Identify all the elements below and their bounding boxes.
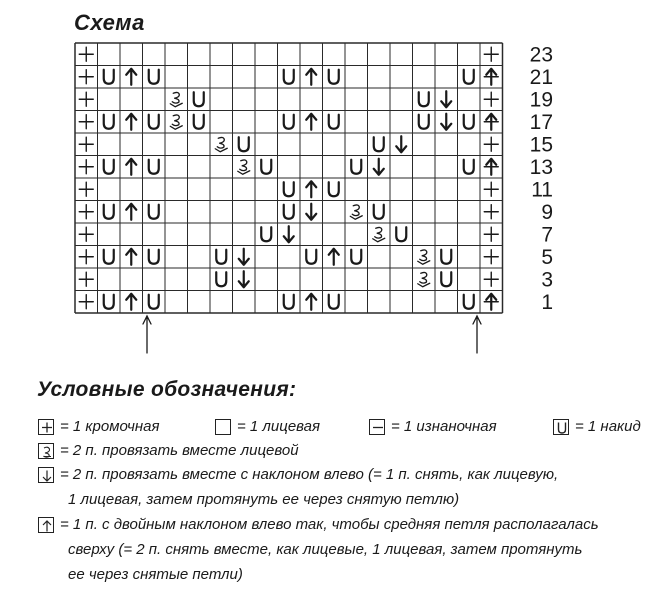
edge-stitch-mark bbox=[79, 272, 93, 286]
row-number-label: 1 bbox=[541, 290, 553, 314]
yarn-over-mark bbox=[149, 70, 159, 84]
legend-knit: = 1 лицевая bbox=[237, 418, 321, 435]
cdd-icon bbox=[38, 517, 54, 533]
ssk-arrow-down-mark bbox=[284, 226, 294, 242]
legend-yo: = 1 накид bbox=[575, 418, 641, 435]
yarn-over-mark bbox=[104, 160, 114, 174]
yarn-over-mark bbox=[261, 160, 271, 174]
edge-stitch-mark bbox=[484, 250, 498, 264]
yarn-over-mark bbox=[149, 250, 159, 264]
edge-stitch-mark bbox=[79, 160, 93, 174]
ssk-arrow-down-mark bbox=[374, 159, 384, 175]
ssk-arrow-down-mark bbox=[396, 136, 406, 152]
yarn-over-mark bbox=[374, 205, 384, 219]
k2tog-mark bbox=[418, 272, 430, 286]
cdd-arrow-up-mark bbox=[126, 204, 136, 220]
yarn-over-mark bbox=[216, 250, 226, 264]
cdd-arrow-up-mark bbox=[126, 249, 136, 265]
yarn-over-mark bbox=[284, 115, 294, 129]
k2tog-mark bbox=[170, 115, 182, 129]
row-number-label: 21 bbox=[529, 65, 553, 89]
yarn-over-mark bbox=[329, 115, 339, 129]
row-number-label: 23 bbox=[529, 43, 553, 67]
row-number-label: 19 bbox=[529, 88, 553, 112]
cdd-arrow-up-mark bbox=[126, 114, 136, 130]
yarn-over-mark bbox=[329, 295, 339, 309]
edge-stitch-mark bbox=[484, 70, 498, 84]
k2tog-mark bbox=[215, 137, 227, 151]
yarn-over-mark bbox=[396, 227, 406, 241]
knit-stitch-icon bbox=[215, 419, 231, 435]
row-number-label: 11 bbox=[531, 178, 553, 202]
yarn-over-mark bbox=[464, 70, 474, 84]
ssk-arrow-down-mark bbox=[441, 91, 451, 107]
legend-k2tog: = 2 п. провязать вместе лицевой bbox=[60, 442, 299, 459]
repeat-marker-arrow bbox=[473, 316, 481, 353]
yarn-over-mark bbox=[239, 137, 249, 151]
legend-purl: = 1 изнаночная bbox=[391, 418, 497, 435]
yarn-over-mark bbox=[374, 137, 384, 151]
yarn-over-mark bbox=[464, 160, 474, 174]
k2tog-mark bbox=[238, 160, 250, 174]
yarn-over-mark bbox=[351, 160, 361, 174]
repeat-marker-arrow bbox=[143, 316, 151, 353]
row-number-label: 17 bbox=[529, 110, 553, 134]
edge-stitch-mark bbox=[484, 92, 498, 106]
legend-title: Условные обозначения: bbox=[37, 378, 297, 401]
row-number-label: 3 bbox=[541, 268, 553, 292]
row-number-label: 9 bbox=[541, 200, 553, 224]
edge-stitch-mark bbox=[79, 70, 93, 84]
yarn-over-mark bbox=[149, 205, 159, 219]
k2tog-icon bbox=[38, 443, 54, 459]
k2tog-mark bbox=[418, 250, 430, 264]
k2tog-mark bbox=[373, 227, 385, 241]
chart-title: Схема bbox=[74, 10, 145, 35]
yarn-over-mark bbox=[464, 295, 474, 309]
edge-stitch-mark bbox=[484, 182, 498, 196]
legend-cdd-line2: сверху (= 2 п. снять вместе, как лицевые, 1 лицевая, затем протянуть bbox=[68, 541, 583, 558]
yarn-over-mark bbox=[216, 272, 226, 286]
yarn-over-mark bbox=[104, 250, 114, 264]
yarn-over-mark bbox=[194, 115, 204, 129]
edge-stitch-mark bbox=[484, 272, 498, 286]
yarn-over-mark bbox=[149, 160, 159, 174]
yarn-over-mark bbox=[329, 70, 339, 84]
edge-stitch-mark bbox=[484, 160, 498, 174]
edge-stitch-mark bbox=[79, 250, 93, 264]
yarn-over-mark bbox=[261, 227, 271, 241]
yarn-over-mark bbox=[104, 115, 114, 129]
yarn-over-mark bbox=[104, 205, 114, 219]
yarn-over-mark bbox=[104, 295, 114, 309]
legend-ssk-line2: 1 лицевая, затем протянуть ее через снятую петлю) bbox=[68, 491, 460, 508]
ssk-arrow-down-mark bbox=[239, 249, 249, 265]
yarn-over-mark bbox=[329, 182, 339, 196]
row-number-label: 13 bbox=[529, 155, 553, 179]
cdd-arrow-up-mark bbox=[306, 69, 316, 85]
edge-stitch-mark bbox=[484, 295, 498, 309]
yarn-over-mark bbox=[149, 295, 159, 309]
ssk-arrow-down-mark bbox=[306, 204, 316, 220]
row-number-label: 7 bbox=[541, 223, 553, 247]
edge-stitch-mark bbox=[79, 137, 93, 151]
yarn-over-mark bbox=[284, 295, 294, 309]
yarn-over-mark bbox=[284, 70, 294, 84]
legend-cdd-line3: ее через снятые петли) bbox=[68, 566, 243, 583]
edge-stitch-mark bbox=[79, 115, 93, 129]
yarn-over-mark bbox=[441, 250, 451, 264]
ssk-arrow-down-mark bbox=[239, 271, 249, 287]
row-number-label: 5 bbox=[541, 245, 553, 269]
edge-stitch-mark bbox=[79, 47, 93, 61]
yarn-over-mark bbox=[104, 70, 114, 84]
ssk-icon bbox=[38, 467, 54, 483]
row-number-label: 15 bbox=[529, 133, 553, 157]
cdd-arrow-up-mark bbox=[306, 114, 316, 130]
k2tog-mark bbox=[350, 205, 362, 219]
yarn-over-mark bbox=[419, 92, 429, 106]
cdd-arrow-up-mark bbox=[329, 249, 339, 265]
edge-stitch-mark bbox=[484, 115, 498, 129]
legend-cdd-line1: = 1 п. с двойным наклоном влево так, чтобы средняя петля располагалась bbox=[60, 516, 599, 533]
cdd-arrow-up-mark bbox=[306, 181, 316, 197]
edge-stitch-mark bbox=[484, 205, 498, 219]
yarn-over-mark bbox=[351, 250, 361, 264]
edge-stitch-mark bbox=[79, 295, 93, 309]
yarn-over-mark bbox=[464, 115, 474, 129]
edge-stitch-mark bbox=[79, 92, 93, 106]
edge-stitch-icon bbox=[38, 419, 54, 435]
yarn-over-mark bbox=[284, 182, 294, 196]
purl-stitch-icon bbox=[369, 419, 385, 435]
yarn-over-mark bbox=[306, 250, 316, 264]
edge-stitch-mark bbox=[79, 227, 93, 241]
cdd-arrow-up-mark bbox=[126, 159, 136, 175]
yarn-over-icon bbox=[553, 419, 569, 435]
edge-stitch-mark bbox=[484, 137, 498, 151]
edge-stitch-mark bbox=[79, 205, 93, 219]
yarn-over-mark bbox=[149, 115, 159, 129]
yarn-over-mark bbox=[194, 92, 204, 106]
edge-stitch-mark bbox=[484, 47, 498, 61]
cdd-arrow-up-mark bbox=[126, 69, 136, 85]
ssk-arrow-down-mark bbox=[441, 114, 451, 130]
yarn-over-mark bbox=[441, 272, 451, 286]
legend-ssk-line1: = 2 п. провязать вместе с наклоном влево (= 1 п. снять, как лицевую, bbox=[60, 466, 559, 483]
cdd-arrow-up-mark bbox=[126, 294, 136, 310]
yarn-over-mark bbox=[419, 115, 429, 129]
k2tog-mark bbox=[170, 92, 182, 106]
yarn-over-mark bbox=[284, 205, 294, 219]
legend-edge: = 1 кромочная bbox=[60, 418, 160, 435]
edge-stitch-mark bbox=[484, 227, 498, 241]
cdd-arrow-up-mark bbox=[306, 294, 316, 310]
edge-stitch-mark bbox=[79, 182, 93, 196]
